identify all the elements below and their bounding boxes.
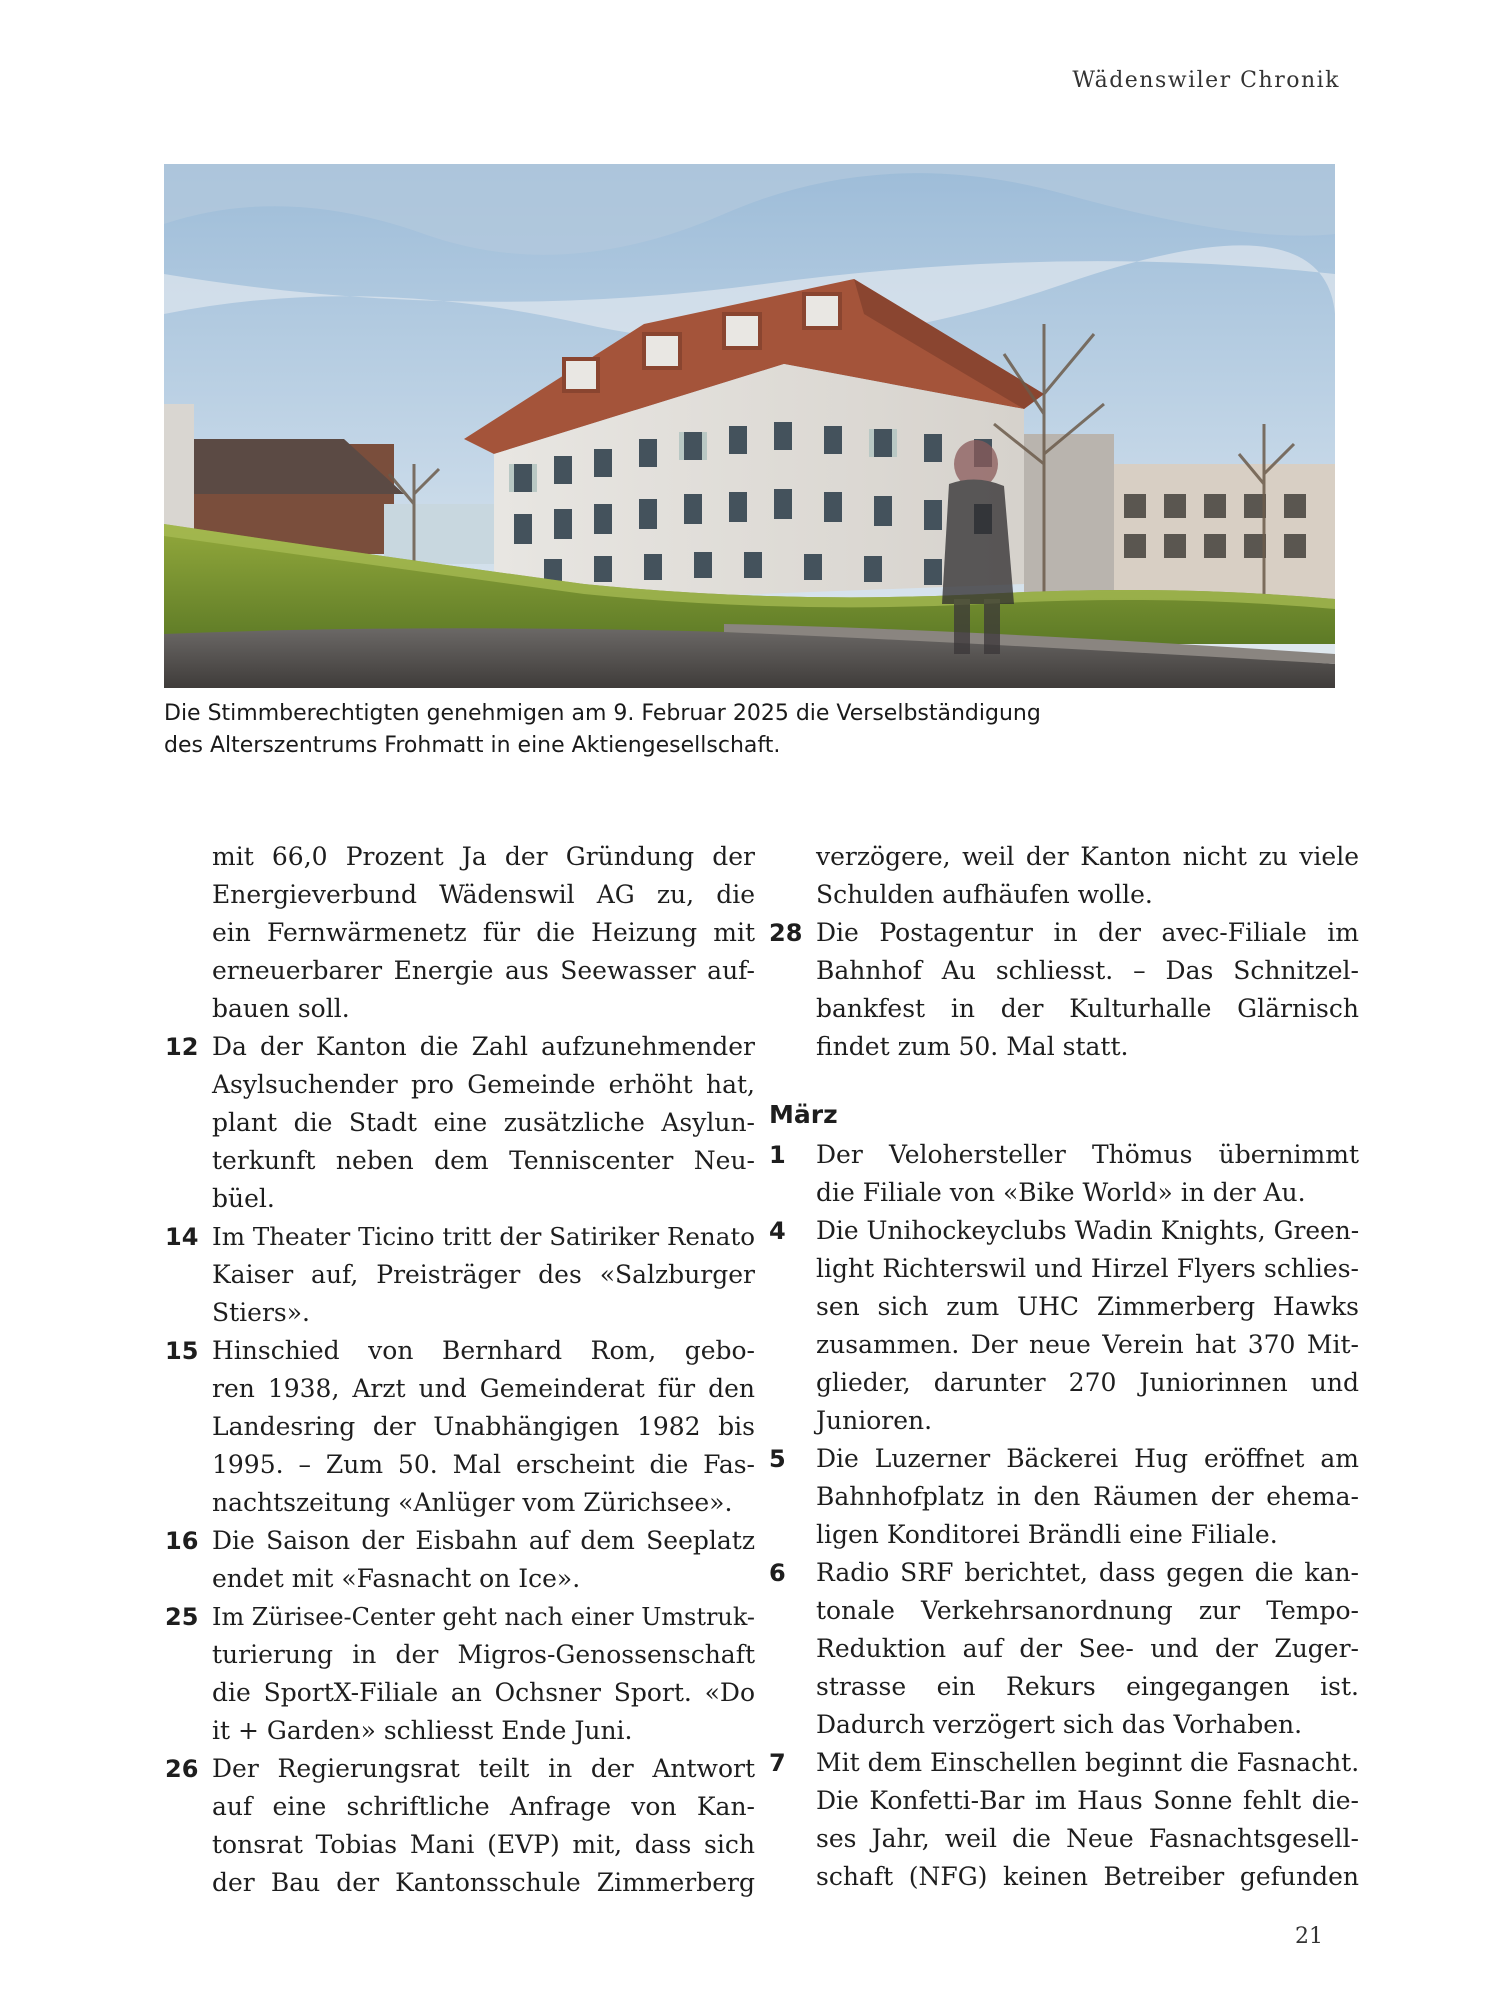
entry-day: 16 <box>165 1527 199 1555</box>
entry-day: 14 <box>165 1223 199 1251</box>
text-line: Da der Kanton die Zahl aufzunehmender <box>212 1032 755 1061</box>
text-line: Die Konfetti-Bar im Haus Sonne fehlt die- <box>816 1786 1359 1815</box>
text-line: tonsrat Tobias Mani (EVP) mit, dass sich <box>212 1830 755 1859</box>
text-line: ses Jahr, weil die Neue Fasnachtsgesell- <box>816 1824 1359 1853</box>
text-line: auf eine schriftliche Anfrage von Kan- <box>212 1792 755 1821</box>
text-line: ren 1938, Arzt und Gemeinderat für den <box>212 1374 755 1403</box>
entry-day: 12 <box>165 1033 199 1061</box>
text-line: Die Luzerner Bäckerei Hug eröffnet am <box>816 1444 1359 1473</box>
text-line: ein Fernwärmenetz für die Heizung mit <box>212 918 755 947</box>
text-line: Der Regierungsrat teilt in der Antwort <box>212 1754 755 1783</box>
text-line: Stiers». <box>212 1298 310 1327</box>
month-heading: März <box>769 1100 838 1129</box>
text-line: Dadurch verzögert sich das Vorhaben. <box>816 1710 1303 1739</box>
entry-day: 5 <box>769 1445 786 1473</box>
entry-day: 15 <box>165 1337 199 1365</box>
text-line: terkunft neben dem Tenniscenter Neu- <box>212 1146 755 1175</box>
text-line: it + Garden» schliesst Ende Juni. <box>212 1716 633 1745</box>
text-line: Die Postagentur in der avec-Filiale im <box>816 918 1359 947</box>
text-line: der Bau der Kantonsschule Zimmerberg <box>212 1868 755 1897</box>
text-line: Hinschied von Bernhard Rom, gebo- <box>212 1336 755 1365</box>
text-line: Die Saison der Eisbahn auf dem Seeplatz <box>212 1526 755 1555</box>
text-line: Im Zürisee-Center geht nach einer Umstruk- <box>212 1603 755 1631</box>
text-line: schaft (NFG) keinen Betreiber gefunden <box>816 1862 1359 1891</box>
entry-day: 6 <box>769 1559 786 1587</box>
entry-day: 4 <box>769 1217 786 1245</box>
chronicle-entry <box>769 1744 1359 1896</box>
chronicle-entry <box>165 1598 755 1750</box>
chronicle-entry <box>165 1028 755 1218</box>
text-line: Junioren. <box>816 1406 933 1435</box>
text-line: bankfest in der Kulturhalle Glärnisch <box>816 994 1359 1023</box>
chronicle-entry <box>165 1218 755 1332</box>
chronicle-entry <box>769 1212 1359 1440</box>
text-line: Mit dem Einschellen beginnt die Fasnacht. <box>816 1748 1360 1777</box>
chronicle-entry <box>165 1522 755 1598</box>
chronicle-entry <box>769 1136 1359 1212</box>
entry-day: 28 <box>769 919 803 947</box>
building-photo <box>164 164 1335 688</box>
text-line: ligen Konditorei Brändli eine Filiale. <box>816 1520 1278 1549</box>
entry-day: 1 <box>769 1141 786 1169</box>
text-line: zusammen. Der neue Verein hat 370 Mit- <box>816 1330 1359 1359</box>
text-line: die Filiale von «Bike World» in der Au. <box>816 1178 1306 1207</box>
caption-line: des Alterszentrums Frohmatt in eine Aktiengesellschaft. <box>164 733 781 758</box>
text-line: nachtszeitung «Anlüger vom Zürichsee». <box>212 1488 733 1517</box>
text-line: endet mit «Fasnacht on Ice». <box>212 1564 581 1593</box>
entry-day: 25 <box>165 1603 199 1631</box>
text-line: Kaiser auf, Preisträger des «Salzburger <box>212 1260 755 1289</box>
text-line: Landesring der Unabhängigen 1982 bis <box>212 1412 755 1441</box>
photo-caption <box>164 698 1164 762</box>
text-line: 1995. – Zum 50. Mal erscheint die Fas- <box>212 1450 755 1479</box>
chronicle-entry <box>165 1750 755 1902</box>
text-line: plant die Stadt eine zusätzliche Asylun- <box>212 1108 755 1137</box>
text-line: Schulden aufhäufen wolle. <box>816 880 1153 909</box>
text-line: Reduktion auf der See- und der Zuger- <box>816 1634 1359 1663</box>
photo-illustration <box>164 164 1335 688</box>
text-line: Der Velohersteller Thömus übernimmt <box>816 1140 1359 1169</box>
chronicle-entry <box>165 1332 755 1522</box>
text-line: erneuerbarer Energie aus Seewasser auf- <box>212 956 755 985</box>
chronicle-entry <box>769 1554 1359 1744</box>
text-line: Asylsuchender pro Gemeinde erhöht hat, <box>212 1070 755 1099</box>
entry-day: 7 <box>769 1749 786 1777</box>
text-line: Die Unihockeyclubs Wadin Knights, Green- <box>816 1216 1360 1245</box>
text-line: Bahnhof Au schliesst. – Das Schnitzel- <box>816 956 1359 985</box>
text-line: tonale Verkehrsanordnung zur Tempo- <box>816 1596 1359 1625</box>
continuation-paragraph <box>769 838 1359 914</box>
text-line: turierung in der Migros-Genossenschaft <box>212 1640 755 1669</box>
text-line: Radio SRF berichtet, dass gegen die kan- <box>816 1558 1359 1587</box>
chronicle-entry <box>769 1440 1359 1554</box>
continuation-paragraph <box>165 838 755 1028</box>
caption-line: Die Stimmberechtigten genehmigen am 9. Februar 2025 die Verselbständigung <box>164 701 1041 726</box>
running-title: Wädenswiler Chronik <box>1072 68 1340 93</box>
text-line: mit 66,0 Prozent Ja der Gründung der <box>212 842 755 871</box>
right-column <box>769 838 1359 1896</box>
text-line: Energieverbund Wädenswil AG zu, die <box>212 880 755 909</box>
text-line: strasse ein Rekurs eingegangen ist. <box>816 1672 1359 1701</box>
text-line: Im Theater Ticino tritt der Satiriker Renato <box>212 1222 755 1251</box>
page-number: 21 <box>1295 1924 1323 1949</box>
text-line: Bahnhofplatz in den Räumen der ehema- <box>816 1482 1359 1511</box>
text-line: light Richterswil und Hirzel Flyers schlies- <box>816 1254 1359 1283</box>
text-line: findet zum 50. Mal statt. <box>816 1032 1129 1061</box>
text-line: büel. <box>212 1184 275 1213</box>
text-line: glieder, darunter 270 Juniorinnen und <box>816 1368 1359 1397</box>
chronicle-entry <box>769 914 1359 1066</box>
text-line: bauen soll. <box>212 994 350 1023</box>
left-column <box>165 838 755 1902</box>
text-line: sen sich zum UHC Zimmerberg Hawks <box>816 1292 1359 1321</box>
text-line: verzögere, weil der Kanton nicht zu viele <box>816 842 1359 871</box>
entry-day: 26 <box>165 1755 199 1783</box>
text-line: die SportX-Filiale an Ochsner Sport. «Do <box>212 1678 755 1707</box>
